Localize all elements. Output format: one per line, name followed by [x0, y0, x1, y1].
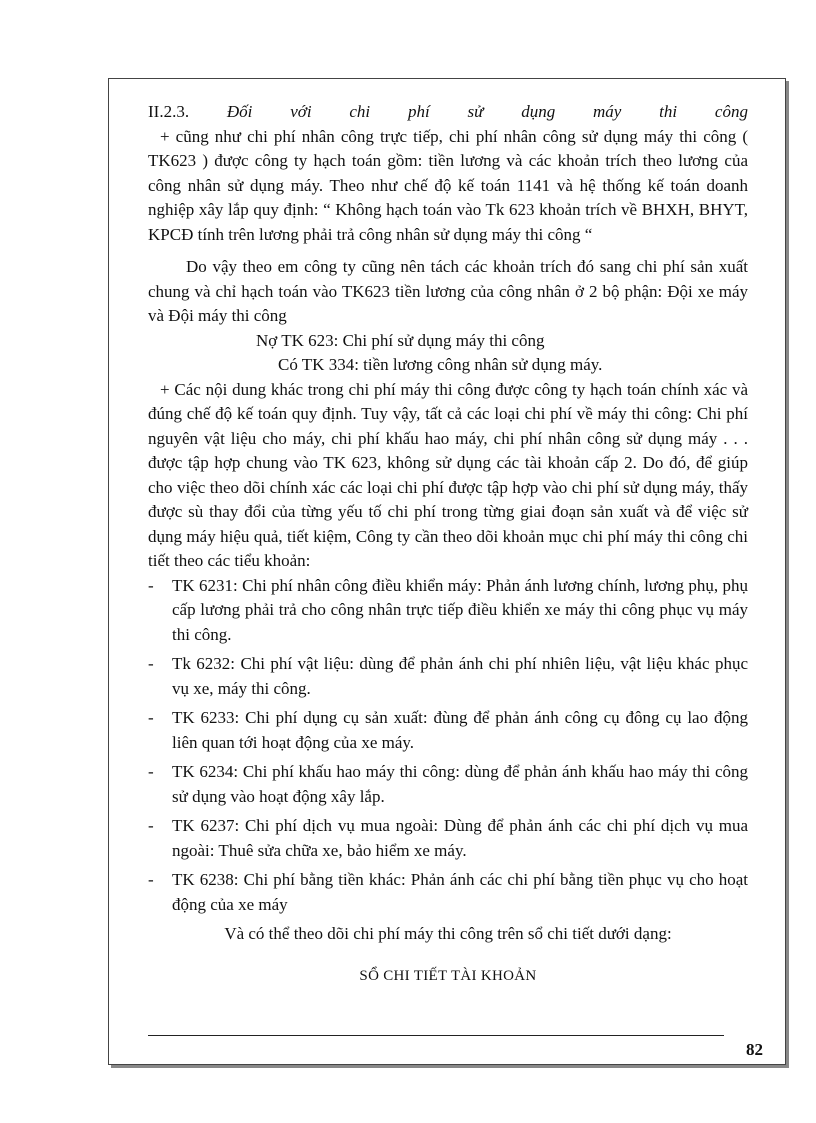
list-item-text: TK 6238: Chi phí bằng tiền khác: Phản ánh các chi phí bằng tiền phục vụ cho hoạt động của xe máy [172, 870, 748, 914]
credit-entry: Có TK 334: tiền lương công nhân sử dụng máy. [278, 355, 603, 374]
page-number: 82 [746, 1040, 763, 1059]
list-item-text: TK 6234: Chi phí khấu hao máy thi công: dùng để phản ánh khấu hao máy thi công sử dụng vào hoạt động xây lắp. [172, 762, 748, 806]
bullet-dash: - [148, 654, 154, 673]
bullet-dash: - [148, 708, 154, 727]
heading-word: với [290, 102, 312, 121]
list-item [148, 574, 748, 648]
list-item [148, 814, 748, 863]
footer-rule [148, 1035, 724, 1036]
debit-entry: Nợ TK 623: Chi phí sử dụng máy thi công [256, 330, 545, 350]
closing-sentence: Và có thể theo dõi chi phí máy thi công trên sổ chi tiết dưới dạng: [224, 924, 672, 943]
paragraph-recommendation: Do vậy theo em công ty cũng nên tách các khoản trích đó sang chi phí sản xuất chung và chỉ hạch toán vào TK623 tiền lương của công nhân ở 2 bộ phận: Đội xe máy và Đội máy thi công [148, 257, 748, 325]
heading-word: chi [349, 102, 371, 121]
heading-word: Đối [226, 102, 253, 121]
list-item [148, 760, 748, 809]
list-item-text: TK 6237: Chi phí dịch vụ mua ngoài: Dùng để phản ánh các chi phí dịch vụ mua ngoài: Thuê sửa chữa xe, bảo hiểm xe máy. [172, 816, 748, 860]
document-body [148, 100, 748, 1003]
list-item-text: TK 6233: Chi phí dụng cụ sản xuất: đùng để phản ánh công cụ đông cụ lao động liên quan tới hoạt động của xe máy. [172, 708, 748, 752]
section-number: II.2.3. [148, 102, 190, 121]
list-item [148, 868, 748, 917]
bullet-dash: - [148, 575, 154, 595]
bullet-dash: - [148, 762, 154, 781]
heading-word: thi [659, 102, 678, 121]
list-item [148, 652, 748, 701]
list-item [148, 706, 748, 755]
bullet-dash: - [148, 816, 154, 835]
section-heading [148, 100, 748, 125]
list-item-text: Tk 6232: Chi phí vật liệu: dùng để phản ánh chi phí nhiên liệu, vật liệu khác phục vụ xe, máy thi công. [172, 654, 748, 698]
heading-word: sử [467, 102, 484, 121]
ledger-title: SỔ CHI TIẾT TÀI KHOẢN [359, 967, 537, 984]
list-item-text: TK 6231: Chi phí nhân công điều khiển máy: Phản ánh lương chính, lương phụ, phụ cấp lương phải trả cho công nhân trực tiếp điều khiển xe máy thi công phục vụ máy thi công. [172, 575, 748, 644]
bullet-dash: - [148, 870, 154, 889]
sub-account-list [148, 574, 748, 918]
paragraph-labor-cost: + cũng như chi phí nhân công trực tiếp, chi phí nhân công sử dụng máy thi công ( TK623 ) được công ty hạch toán gồm: tiền lương và các khoản trích theo lương của công nhân sử dụng máy. Theo như chế độ kế toán 1141 và hệ thống kế toán doanh nghiệp xây lắp quy định: “ Không hạch toán vào Tk 623 khoản trích về BHXH, BHYT, KPCĐ tính trên lương phải trả công nhân sử dụng máy thi công “ [148, 126, 748, 244]
heading-word: máy [593, 102, 622, 121]
heading-word: phí [407, 102, 430, 121]
heading-word: công [714, 102, 748, 121]
paragraph-other-costs: + Các nội dung khác trong chi phí máy thi công được công ty hạch toán chính xác và đúng chế độ kế toán quy định. Tuy vậy, tất cả các loại chi phí về máy thi công: Chi phí nguyên vật liệu cho máy, chi phí khấu hao máy, chi phí nhân công sử dụng máy . . . được tập hợp chung vào TK 623, không sử dụng các tài khoản cấp 2. Do đó, để giúp cho việc theo dõi chính xác các loại chi phí được tập hợp vào chi phí sử dụng máy, thấy được sù thay đổi của từng yếu tố chi phí trong từng giai đoạn sản xuất và để việc sử dụng máy hiệu quả, tiết kiệm, Công ty cần theo dõi khoản mục chi phí máy thi công chi tiết theo các tiểu khoản: [148, 379, 748, 570]
heading-word: dụng [521, 102, 556, 121]
